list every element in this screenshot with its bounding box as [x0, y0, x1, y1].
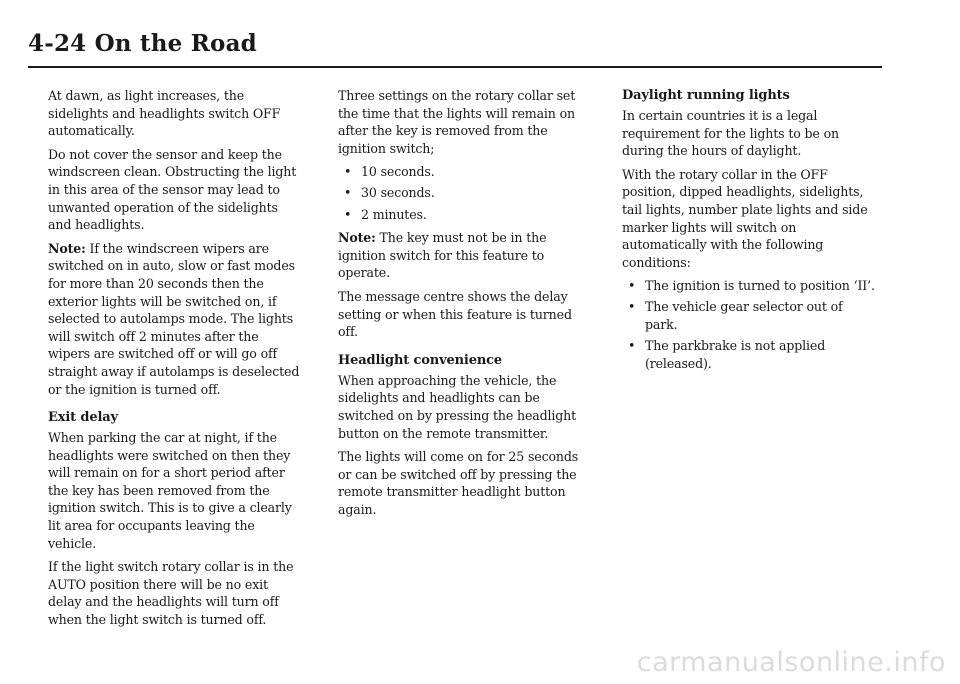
- list-item: • 10 seconds.: [344, 164, 435, 180]
- watermark: carmanualsonline.info: [636, 647, 946, 678]
- paragraph: When parking the car at night, if the headlights were switched on then they will remain on for a short period after the key has been removed from the ignition switch. This is to give a clearly lit area for occupants leaving the vehicle.: [48, 430, 292, 551]
- paragraph: In certain countries it is a legal requirement for the lights to be on during the hours of daylight.: [622, 108, 839, 159]
- bullet-icon: •: [344, 185, 352, 201]
- section-heading-exit-delay: Exit delay: [48, 410, 118, 426]
- section-heading-headlight-convenience: Headlight convenience: [338, 352, 503, 368]
- bullet-list: [338, 163, 593, 223]
- bullet-icon: •: [628, 338, 636, 354]
- bullet-icon: •: [344, 164, 352, 180]
- section-heading-daylight-running-lights: Daylight running lights: [622, 88, 790, 103]
- paragraph: When approaching the vehicle, the sidelights and headlights can be switched on by pressing the headlight button on the remote transmitter.: [338, 372, 577, 441]
- list-item: • The ignition is turned to position ‘II’.: [628, 278, 875, 294]
- list-item: • 30 seconds.: [344, 185, 435, 201]
- note-text: The key must not be in the ignition switch for this feature to operate.: [338, 230, 547, 281]
- paragraph: If the light switch rotary collar is in the AUTO position there will be no exit delay and the headlights will turn off when the light switch is turned off.: [48, 559, 294, 628]
- note-label: Note:: [48, 240, 86, 256]
- list-item: • The vehicle gear selector out of park.: [628, 299, 843, 333]
- header-rule: [28, 66, 882, 68]
- page-header: [28, 30, 882, 57]
- bullet-list: [622, 277, 877, 372]
- note-label: Note:: [338, 230, 376, 246]
- note-text: If the windscreen wipers are switched on in auto, slow or fast modes for more than 20 seconds then the exterior lights will be switched on, if selected to autolamps mode. The lights will switch off 2 minutes after the wipers are switched off or will go off straight away if autolamps is deselected or the ignition is turned off.: [48, 240, 300, 397]
- paragraph: Do not cover the sensor and keep the windscreen clean. Obstructing the light in this area of the sensor may lead to unwanted operation of the sidelights and headlights.: [48, 146, 297, 233]
- paragraph: The message centre shows the delay setting or when this feature is turned off.: [338, 288, 572, 340]
- page-title: 4-24 On the Road: [28, 30, 257, 57]
- list-item: • 2 minutes.: [344, 206, 427, 222]
- column-2: [338, 87, 593, 524]
- column-3: [622, 87, 877, 378]
- paragraph: The lights will come on for 25 seconds or can be switched off by pressing the remote transmitter headlight button again.: [338, 449, 579, 517]
- bullet-icon: •: [628, 299, 636, 315]
- bullet-icon: •: [344, 206, 352, 222]
- bullet-icon: •: [628, 278, 636, 294]
- note: [338, 229, 593, 282]
- list-item: • The parkbrake is not applied (released).: [628, 338, 826, 371]
- paragraph: At dawn, as light increases, the sidelights and headlights switch OFF automatically.: [48, 88, 281, 139]
- column-1: [48, 87, 303, 635]
- paragraph: With the rotary collar in the OFF position, dipped headlights, sidelights, tail lights, number plate lights and side marker lights will switch on automatically with the following conditions:: [622, 166, 868, 270]
- note: [48, 240, 303, 398]
- paragraph: Three settings on the rotary collar set the time that the lights will remain on after the key is removed from the ignition switch;: [338, 88, 576, 156]
